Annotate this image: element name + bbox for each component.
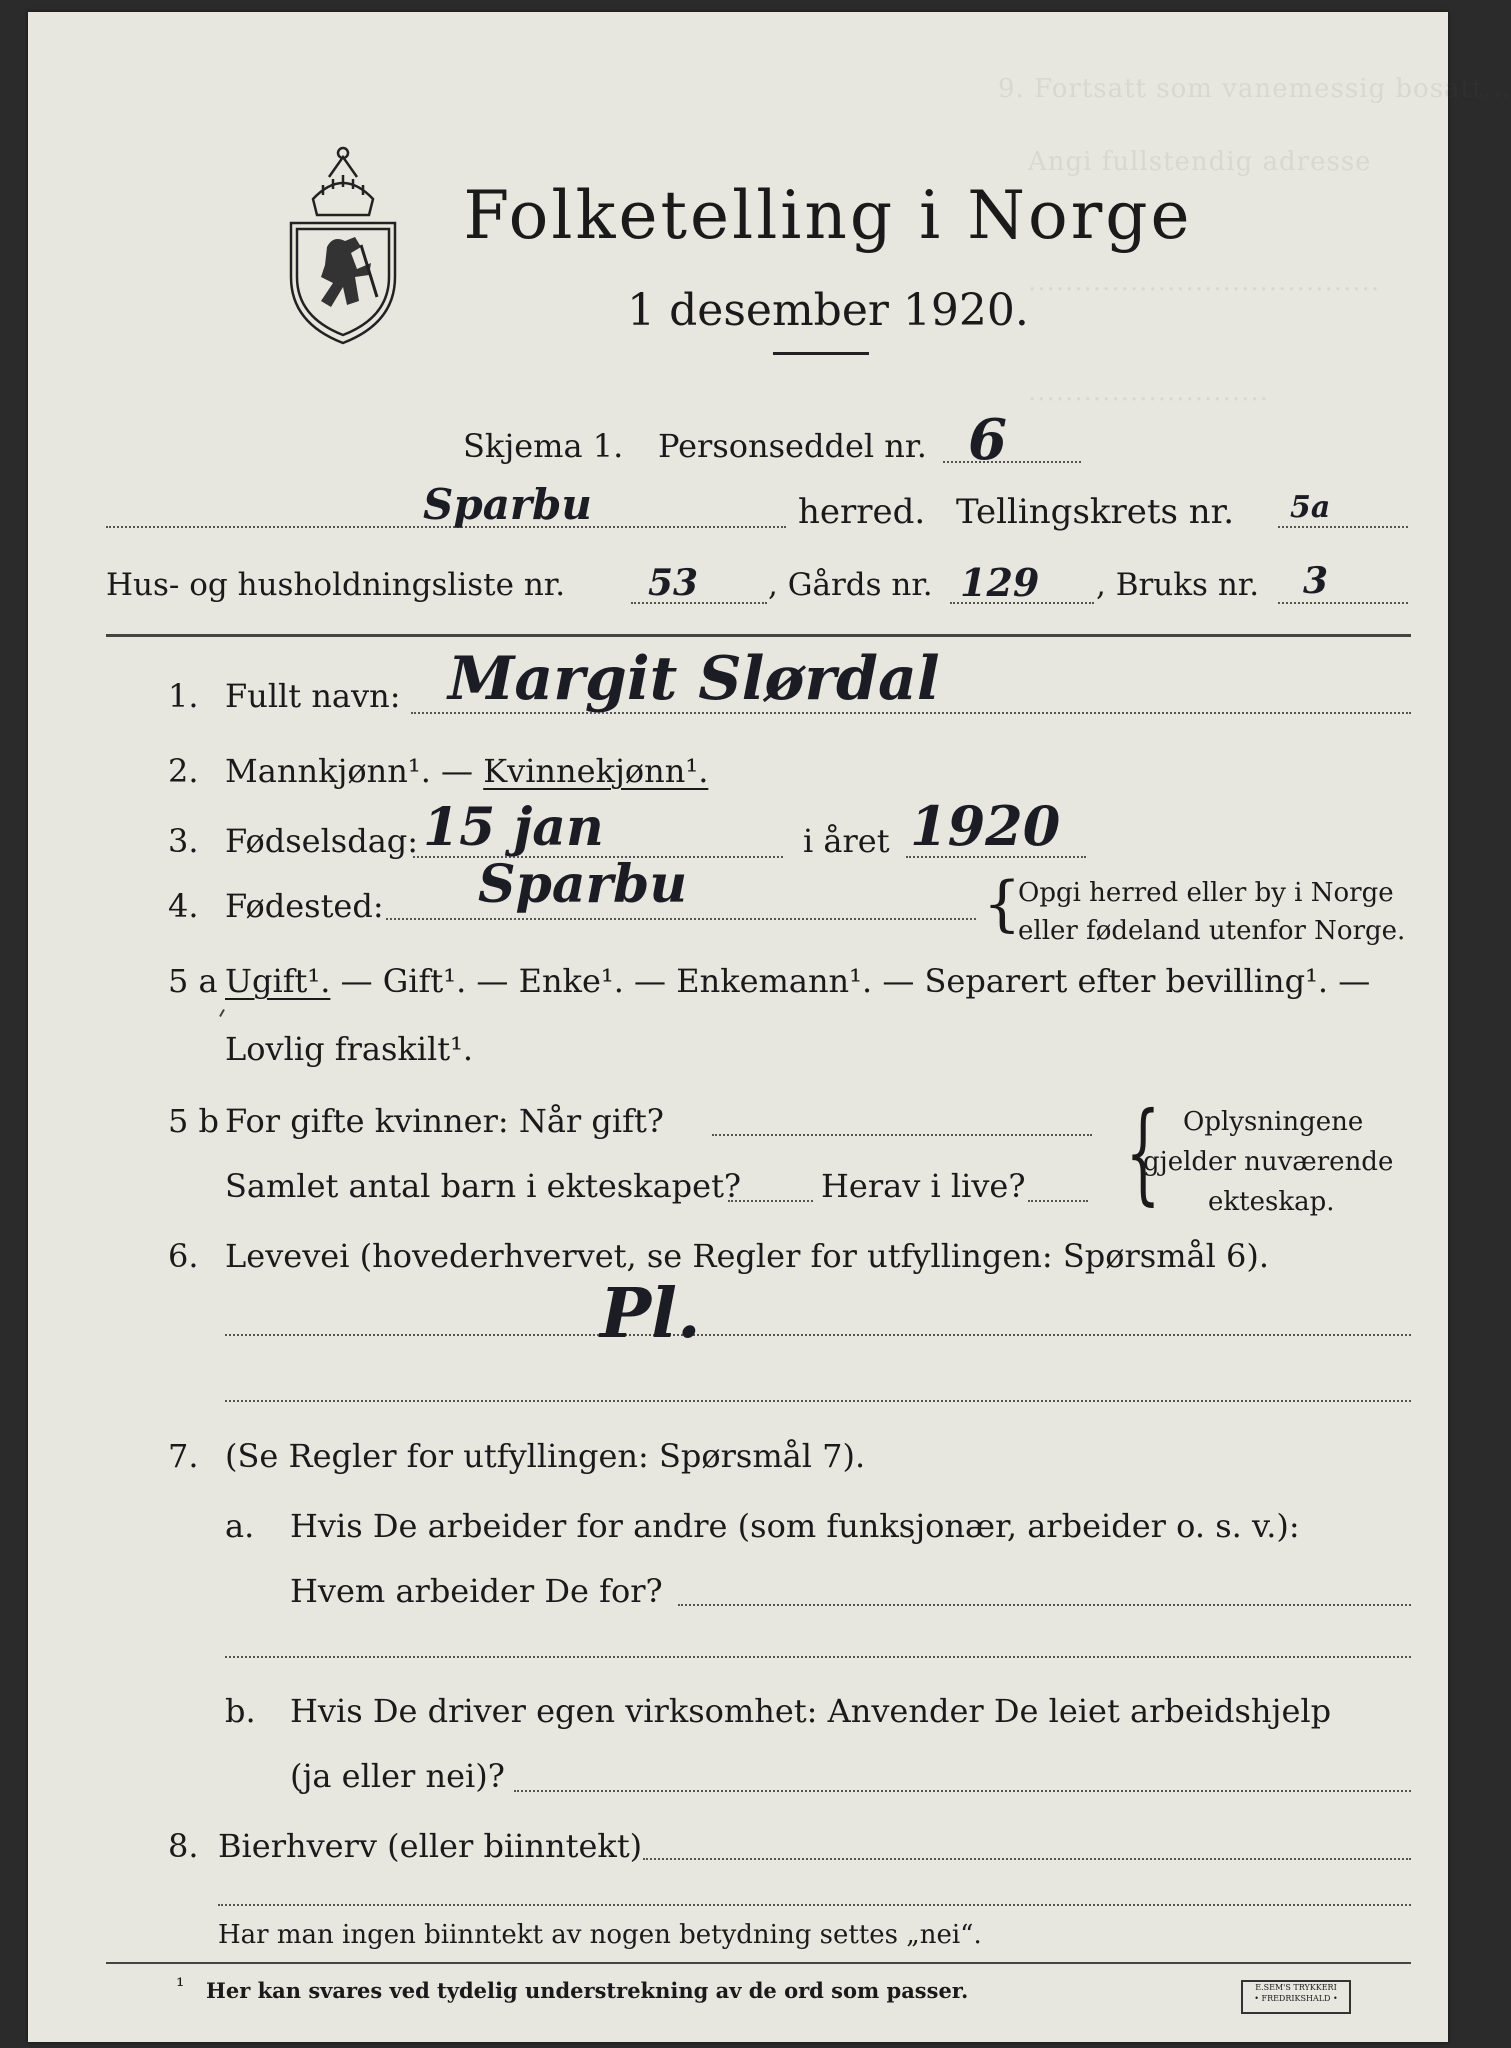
- side-income-field[interactable]: [643, 1858, 1411, 1860]
- personseddel-field[interactable]: [943, 461, 1081, 463]
- note-brace: {: [983, 869, 1022, 939]
- hired-help-field[interactable]: [514, 1790, 1411, 1792]
- q4-number: 4.: [168, 887, 199, 925]
- q7b-line2: (ja eller nei)?: [290, 1757, 505, 1795]
- reverse-side-bleed: 9. Fortsatt som vanemessig bosatt...: [998, 74, 1511, 104]
- census-form-page: [28, 12, 1511, 2042]
- q4-label: Fødested:: [225, 887, 384, 925]
- q3-label: Fødselsdag:: [225, 822, 419, 860]
- marital-ugift-selected[interactable]: Ugift¹.: [225, 962, 331, 1000]
- q3-number: 3.: [168, 822, 199, 860]
- occupation-field-line2[interactable]: [225, 1400, 1411, 1402]
- marital-options[interactable]: — Gift¹. — Enke¹. — Enkemann¹. — Separert efter bevilling¹. —: [330, 962, 1371, 1000]
- bruks-value: 3: [1303, 560, 1329, 602]
- form-title: Folketelling i Norge: [463, 177, 1193, 254]
- q5b-label: For gifte kvinner: Når gift?: [225, 1102, 664, 1140]
- reverse-side-bleed: Angi fullstendig adresse: [1028, 147, 1372, 177]
- q8-label: Bierhverv (eller biinntekt): [218, 1827, 643, 1865]
- birthplace-field[interactable]: [386, 918, 976, 920]
- married-date-field[interactable]: [712, 1134, 1092, 1136]
- q8-number: 8.: [168, 1827, 199, 1865]
- q5b-note-line1: Oplysningene: [1183, 1107, 1364, 1137]
- q5a-number: 5 a: [168, 962, 218, 1000]
- q7a-letter: a.: [225, 1507, 255, 1545]
- q5b-number: 5 b: [168, 1102, 220, 1140]
- q7b-letter: b.: [225, 1692, 256, 1730]
- q8-note: Har man ingen biinntekt av nogen betydning settes „nei“.: [218, 1920, 982, 1950]
- employer-field-line2[interactable]: [225, 1656, 1411, 1658]
- q5b-note-line2: gjelder nuværende: [1143, 1147, 1394, 1177]
- children-alive-field[interactable]: [1028, 1200, 1088, 1202]
- marital-option-fraskilt[interactable]: Lovlig fraskilt¹.: [225, 1030, 474, 1068]
- birthplace-value: Sparbu: [478, 854, 688, 915]
- gards-value: 129: [960, 560, 1040, 605]
- note-brace: {: [1125, 1088, 1161, 1216]
- herred-label: herred.: [798, 492, 926, 532]
- tellingskrets-field[interactable]: [1278, 526, 1408, 528]
- q1-label: Fullt navn:: [225, 677, 401, 715]
- q5b-children-label: Samlet antal barn i ekteskapet?: [225, 1167, 742, 1205]
- reverse-side-bleed: ..........................: [1028, 377, 1269, 407]
- husliste-label: Hus- og husholdningsliste nr.: [106, 567, 566, 603]
- underline-tick: [219, 1009, 225, 1017]
- occupation-value: Pl.: [600, 1274, 701, 1354]
- gards-label: , Gårds nr.: [768, 567, 933, 603]
- q6-number: 6.: [168, 1237, 199, 1275]
- q7b-label: Hvis De driver egen virksomhet: Anvender De leiet arbeidshjelp: [290, 1692, 1332, 1730]
- schema-label: Skjema 1.: [463, 427, 624, 465]
- bruks-field[interactable]: [1278, 602, 1408, 604]
- bruks-label: , Bruks nr.: [1096, 567, 1260, 603]
- printer-stamp: [1241, 1980, 1351, 2014]
- q7a-label: Hvis De arbeider for andre (som funksjonær, arbeider o. s. v.):: [290, 1507, 1300, 1545]
- form-date: 1 desember 1920.: [627, 285, 1029, 336]
- q6-label: Levevei (hovederhvervet, se Regler for utfyllingen: Spørsmål 6).: [225, 1237, 1270, 1275]
- q3-year-label: i året: [803, 822, 890, 860]
- printer-stamp-line1: E.SEM'S TRYKKERI: [1255, 1983, 1337, 1992]
- full-name-value: Margit Slørdal: [448, 644, 940, 714]
- occupation-field[interactable]: [225, 1334, 1411, 1336]
- side-income-field-line2[interactable]: [218, 1904, 1411, 1906]
- personseddel-value: 6: [968, 407, 1007, 473]
- gender-line: [225, 752, 708, 790]
- footnote-mark: ¹: [176, 1974, 185, 1998]
- q5b-alive-label: Herav i live?: [821, 1167, 1026, 1205]
- reverse-side-bleed: ......................................: [1028, 267, 1381, 297]
- children-count-field[interactable]: [728, 1200, 813, 1202]
- footnote-rule: [106, 1962, 1411, 1964]
- birthday-value: 15 jan: [423, 797, 604, 858]
- gender-male[interactable]: Mannkjønn¹.: [225, 752, 431, 790]
- tellingskrets-label: Tellingskrets nr.: [956, 492, 1235, 532]
- q4-note-line2: eller fødeland utenfor Norge.: [1018, 916, 1406, 946]
- title-divider: [773, 352, 869, 355]
- section-rule: [106, 634, 1411, 637]
- personseddel-label: Personseddel nr.: [658, 427, 927, 465]
- husliste-value: 53: [648, 562, 699, 604]
- q7-label: (Se Regler for utfyllingen: Spørsmål 7).: [225, 1437, 866, 1475]
- gender-female-selected[interactable]: Kvinnekjønn¹.: [483, 752, 709, 790]
- q4-note-line1: Opgi herred eller by i Norge: [1018, 878, 1394, 908]
- birth-year-value: 1920: [910, 794, 1061, 858]
- q5b-note-line3: ekteskap.: [1208, 1187, 1335, 1217]
- marital-line: [225, 962, 1370, 1000]
- printer-stamp-line2: • FREDRIKSHALD •: [1254, 1994, 1338, 2003]
- footnote-text: Her kan svares ved tydelig understrekning av de ord som passer.: [206, 1978, 969, 2003]
- q2-number: 2.: [168, 752, 199, 790]
- q1-number: 1.: [168, 677, 199, 715]
- gender-separator: —: [430, 752, 484, 790]
- tellingskrets-value: 5a: [1290, 490, 1331, 525]
- q7-number: 7.: [168, 1437, 199, 1475]
- employer-field[interactable]: [678, 1604, 1411, 1606]
- q7a-line2: Hvem arbeider De for?: [290, 1572, 663, 1610]
- herred-value: Sparbu: [423, 480, 592, 529]
